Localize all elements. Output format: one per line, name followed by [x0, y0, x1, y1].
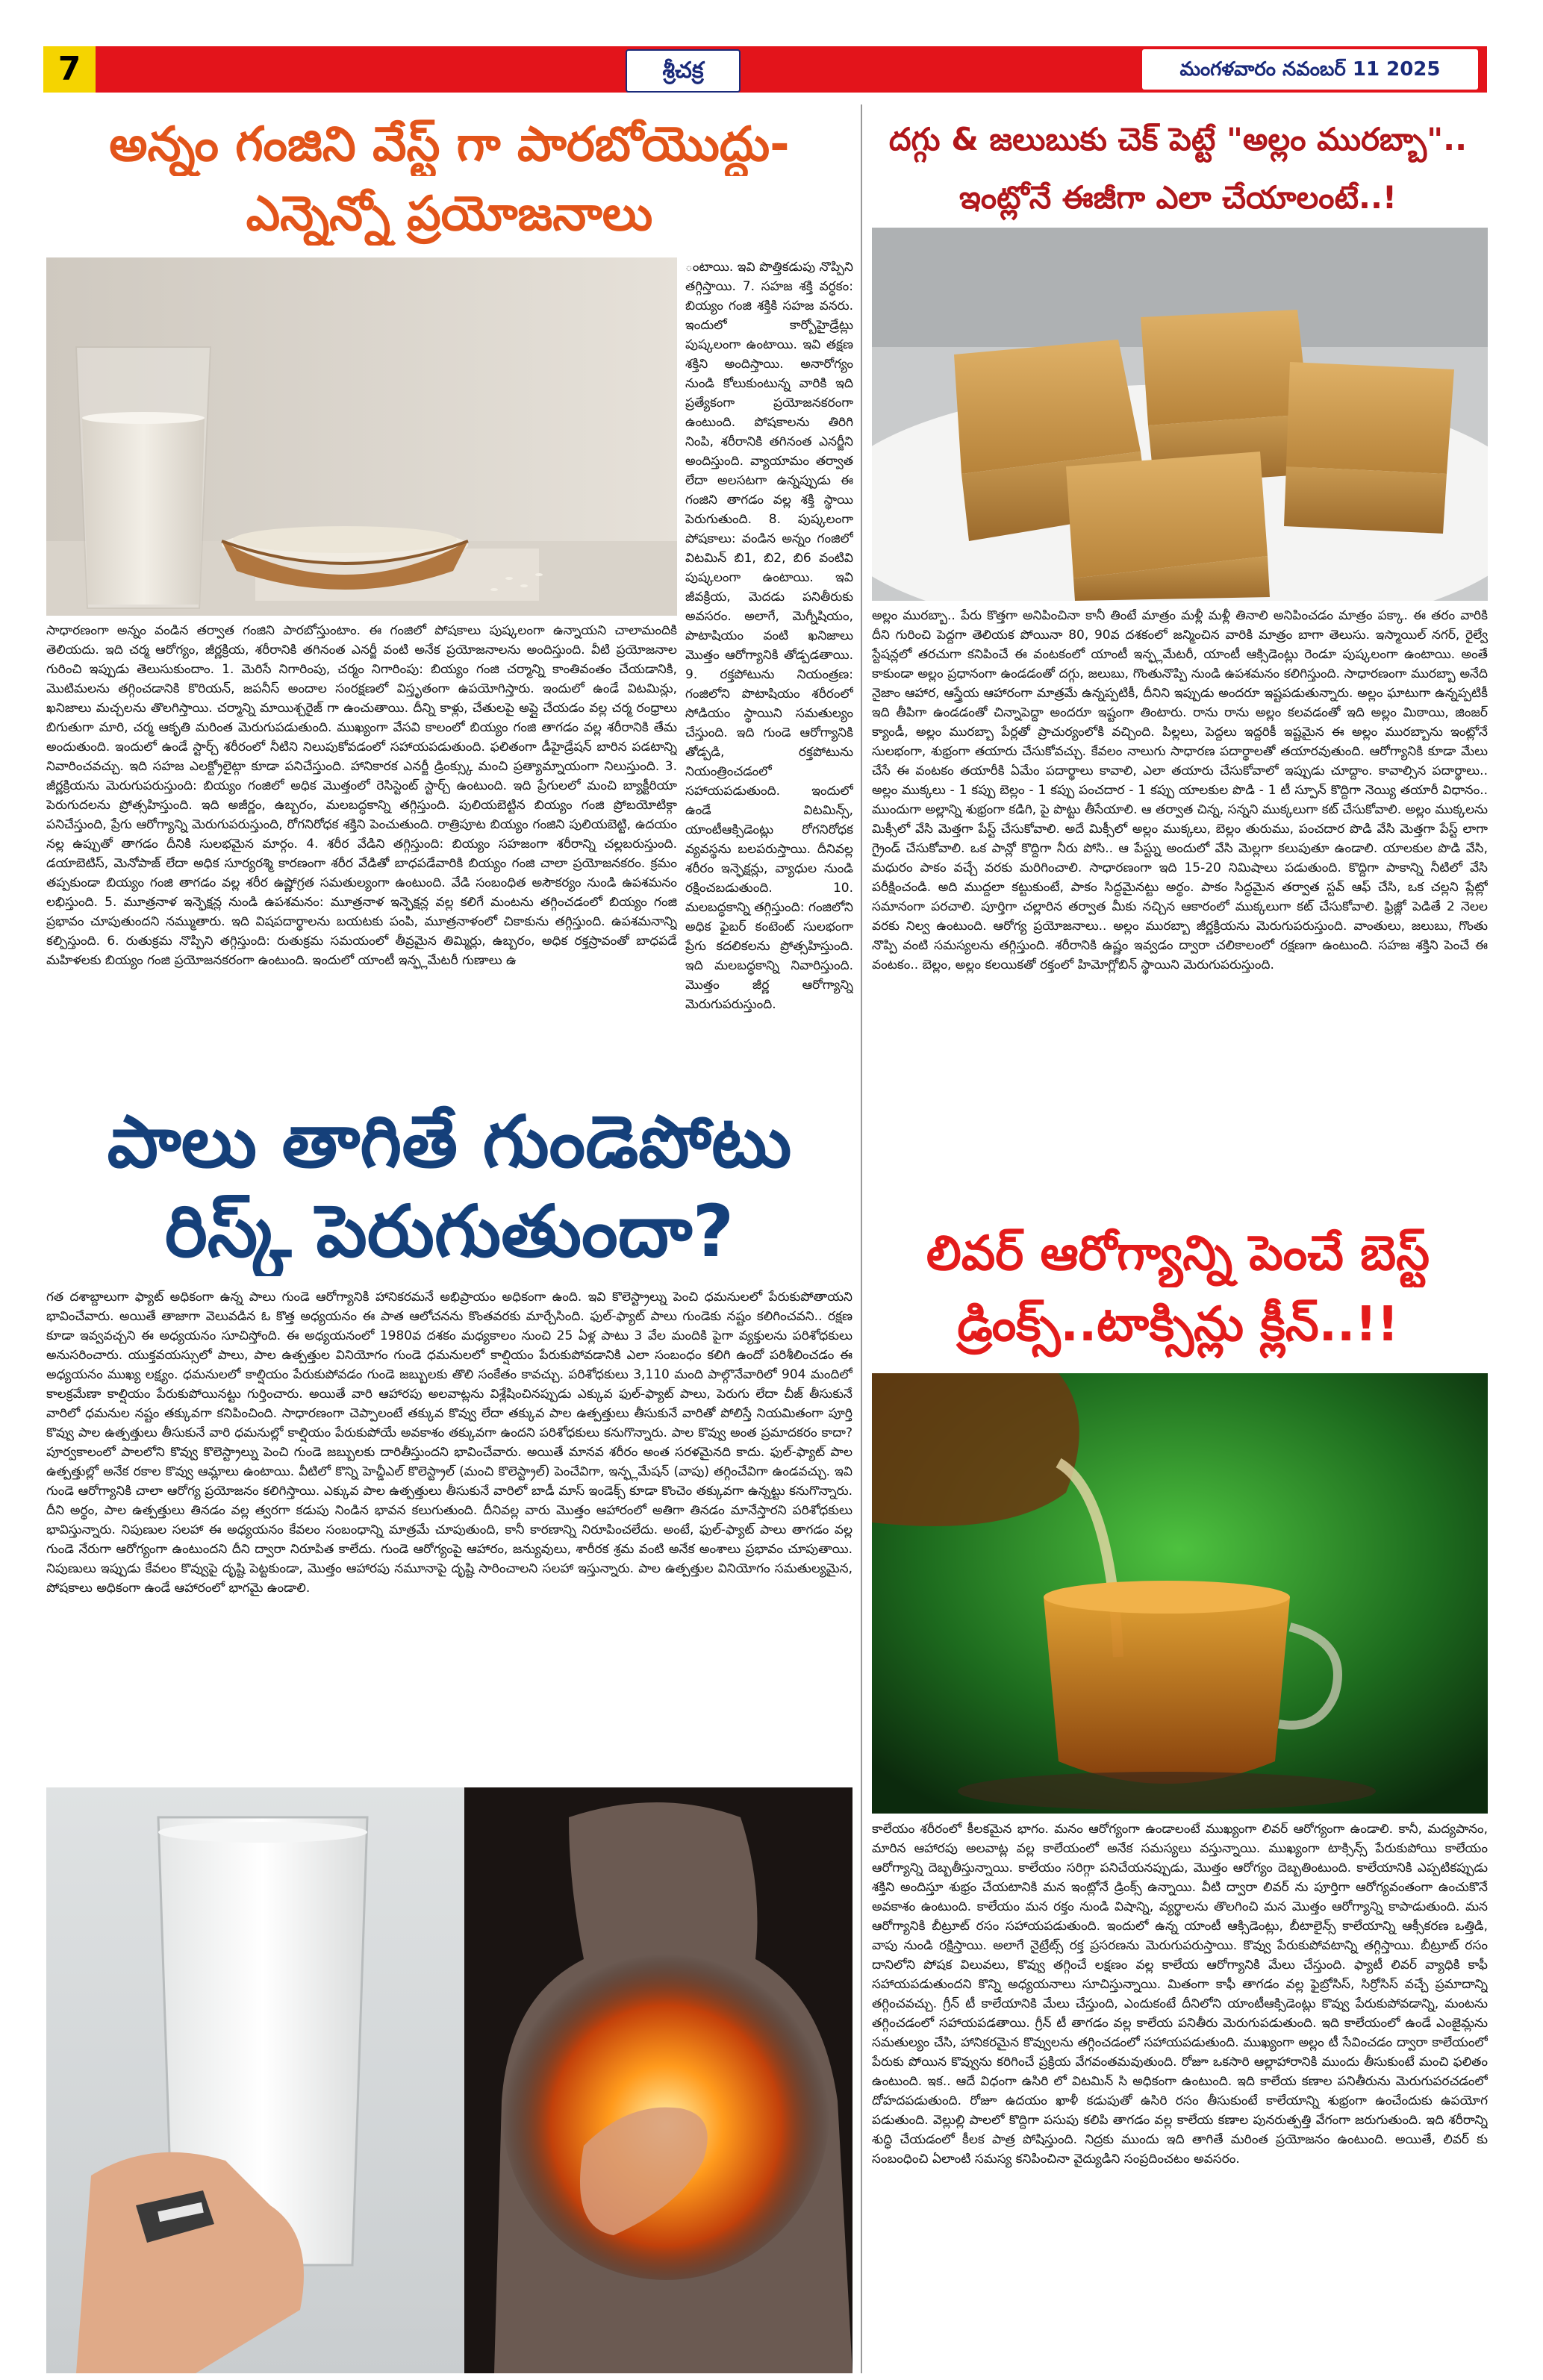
newspaper-logo: శ్రీచక్ర	[626, 49, 741, 93]
rice-water-photo	[46, 257, 677, 616]
article4-headline-line1: లివర్ ఆరోగ్యాన్ని పెంచే బెస్ట్	[926, 1226, 1430, 1281]
article4-headline-line2: డ్రింక్స్..టాక్సిన్లు క్లీన్..!!	[957, 1297, 1399, 1352]
article2-headline-line2: ఇంట్లోనే ఈజీగా ఎలా చేయాలంటే..!	[958, 179, 1397, 216]
article3-body: గత దశాబ్దాలుగా ఫ్యాట్ అధికంగా ఉన్న పాలు గుండె ఆరోగ్యానికి హానికరమనే అభిప్రాయం అధికంగా ఉంది. ఇవి కొలెస్ట్రాల్ను పెంచి ధమనులలో పేరుకుపోతాయని భావించేవారు. అయితే తాజాగా వెలువడిన ఓ కొత్త అధ్యయనం ఈ పాత ఆలోచనను కొంతవరకు మార్చేసింది. ఫుల్-ఫ్యాట్ పాలు గుండెకు నష్టం కలిగించవని.. రక్షణ కూడా ఇవ్వవచ్చని ఈ అధ్యయనం సూచిస్తోంది. ఈ అధ్యయనంలో 1980వ దశకం మధ్యకాలం నుంచి 25 ఏళ్ల పాటు 3 వేల మందికి పైగా వ్యక్తులను పరిశోధకులు అనుసరించారు. యుక్తవయస్సులో పాలు, పాల ఉత్పత్తుల వినియోగం గుండె ధమనులలో కాల్షియం పేరుకుపోవడానికి ఎలా సంబంధం కలిగి ఉందో పరిశీలించడం ఈ అధ్యయనం ముఖ్య లక్ష్యం. ధమనులలో కాల్షియం పేరుకుపోవడం గుండె జబ్బులకు తొలి సంకేతం కావచ్చు. పరిశోధకులు 3,110 మంది పాల్గొనేవారిలో 904 మందిలో కాలక్రమేణా కాల్షియం పేరుకుపోయినట్టు గుర్తించారు. అయితే వారి ఆహారపు అలవాట్లను విశ్లేషించినప్పుడు ఎక్కువ ఫుల్-ఫ్యాట్ పాలు, పెరుగు లేదా చీజ్ తీసుకునే వారిలో ధమనుల నష్టం తక్కువగా కనిపించింది. సాధారణంగా చెప్పాలంటే తక్కువ కొవ్వు లేదా తక్కువ పాల ఉత్పత్తులు తీసుకునే వారితో పోలిస్తే నియమితంగా పూర్తి కొవ్వు పాల ఉత్పత్తులు తీసుకునే వారి ధమనుల్లో కాల్షియం పేరుకుపోయే అవకాశం తక్కువగా ఉందని పరిశోధకులు కనుగొన్నారు. పాల కొవ్వు అంత ప్రమాదకరం కాదా? పూర్వకాలంలో పాలలోని కొవ్వు కొలెస్ట్రాల్ను పెంచి గుండె జబ్బులకు దారితీస్తుందని భావించేవారు. అయితే మానవ శరీరం అంత సరళమైనది కాదు. ఫుల్-ఫ్యాట్ పాల ఉత్పత్తుల్లో అనేక రకాల కొవ్వు ఆమ్లాలు ఉంటాయి. వీటిలో కొన్ని హెచ్డీఎల్ కొలెస్ట్రాల్ (మంచి కొలెస్ట్రాల్) పెంచేవిగా, ఇన్ఫ్లమేషన్ (వాపు) తగ్గించేవిగా ఉండవచ్చు. ఇవి గుండె ఆరోగ్యానికి చాలా ఆరోగ్య ప్రయోజనం కలిగిస్తాయి. ఎక్కువ పాల ఉత్పత్తులు తీసుకునే వారిలో బాడీ మాస్ ఇండెక్స్ కూడా కొంచెం తక్కువగా ఉన్నట్టు కనుగొన్నారు. దీని అర్థం, పాల ఉత్పత్తులు తినడం వల్ల త్వరగా కడుపు నిండిన భావన కలుగుతుంది. దీనివల్ల వారు మొత్తం ఆహారంలో అతిగా తినడం మానేస్తారని పరిశోధకులు భావిస్తున్నారు. నిపుణుల సలహా ఈ అధ్యయనం కేవలం సంబంధాన్ని మాత్రమే చూపుతుంది, కానీ కారణాన్ని నిరూపించలేదు. అంటే, ఫుల్-ఫ్యాట్ పాలు తాగడం వల్ల గుండె నేరుగా ఆరోగ్యంగా ఉంటుందని దీని ద్వారా నిరూపిత కాలేదు. గుండె ఆరోగ్యంపై ఆహారం, జన్యువులు, శారీరక శ్రమ వంటి అనేక అంశాలు ప్రభావం చూపుతాయి. నిపుణులు ఇప్పుడు కేవలం కొవ్వుపై దృష్టి పెట్టకుండా, మొత్తం ఆహారపు నమూనాపై దృష్టి సారించాలని సలహా ఇస్తున్నారు. పాల ఉత్పత్తుల వినియోగం సమతుల్యమైన, పోషకాలు అధికంగా ఉండే ఆహారంలో భాగమై ఉండాలి.	[46, 1290, 852, 1596]
article1-body: సాధారణంగా అన్నం వండిన తర్వాత గంజిని పారబోస్తుంటాం. ఈ గంజిలో పోషకాలు పుష్కలంగా ఉన్నాయని చాలామందికి తెలియదు. ఇది చర్మ ఆరోగ్యం, జీర్ణక్రియ, శరీరానికి తగినంత ఎనర్జీ వంటి అనేక ప్రయోజనాలను అందిస్తుంది. వీటి ప్రయోజనాల గురించి ఇప్పుడు తెలుసుకుందాం. 1. మెరిసే నిగారింపు, చర్మం నిగారింపు: బియ్యం గంజి చర్మాన్ని కాంతివంతం చేయడానికి, మొటిమలను తగ్గించడానికి కొరియన్, జపనీస్ అందాల సంరక్షణలో విస్తృతంగా ఉపయోగిస్తారు. ఇందులో ఉండే విటమిన్లు, ఖనిజాలు మచ్చలను తొలగిస్తాయి. చర్మాన్ని మాయిశ్చరైజ్ గా ఉంచుతాయి. దీన్ని కాళ్లు, చేతులపై అప్లై చేయడం వల్ల చర్మ రంధ్రాలు బిగుతుగా మారి, చర్మ ఆకృతి మరింత మెరుగుపడుతుంది. ముఖ్యంగా వేసవి కాలంలో బియ్యం గంజి తాగడం వల్ల శరీరానికి తేమ అందుతుంది. ఇందులో ఉండే స్టార్చ్ శరీరంలో నీటిని నిలుపుకోవడంలో సహాయపడుతుంది. ఫలితంగా డీహైడ్రేషన్ బారిన పడటాన్ని నివారించవచ్చు. ఇది సహజ ఎలక్ట్రోలైట్గా కూడా పనిచేస్తుంది. హానికారక ఎనర్జీ డ్రింక్స్కు మంచి ప్రత్యామ్నాయంగా నిలుస్తుంది. 3. జీర్ణక్రియను మెరుగుపరుస్తుంది: బియ్యం గంజిలో అధిక మొత్తంలో రెసిస్టెంట్ స్టార్చ్ ఉంటుంది. ఇది ప్రేగులలో మంచి బ్యాక్టీరియా పెరుగుదలను ప్రోత్సహిస్తుంది. ఇది అజీర్ణం, ఉబ్బరం, మలబద్ధకాన్ని తగ్గిస్తుంది. పులియబెట్టిన బియ్యం గంజి ప్రోబయోటిక్గా పనిచేస్తుంది, ప్రేగు ఆరోగ్యాన్ని మెరుగుపరుస్తుంది, రోగనిరోధక శక్తిని పెంచుతుంది. రాత్రిపూట బియ్యం గంజిని పులియబెట్టి, ఉదయం నల్ల ఉప్పుతో తాగడం దీనికి సులభమైన మార్గం. 4. శరీర వేడిని తగ్గిస్తుంది: బియ్యం సహజంగా శరీరాన్ని చల్లబరుస్తుంది. డయాబెటిస్, మెనోపాజ్ లేదా అధిక సూర్యరశ్మి కారణంగా శరీర వేడితో బాధపడేవారికి బియ్యం గంజి చాలా ప్రయోజనకరం. క్రమం తప్పకుండా బియ్యం గంజి తాగడం వల్ల శరీర ఉష్ణోగ్రత సమతుల్యంగా ఉంటుంది. వేడి సంబంధిత అసౌకర్యం నుండి ఉపశమనం లభిస్తుంది. 5. మూత్రనాళ ఇన్ఫెక్షన్ల నుండి ఉపశమనం: మూత్రనాళ ఇన్ఫెక్షన్ల వల్ల కలిగే మంటను తగ్గించడంలో బియ్యం గంజి ప్రభావం చూపుతుందని నమ్ముతారు. ఇది విషపదార్థాలను బయటకు పంపి, మూత్రనాళంలో చికాకును తగ్గిస్తుంది. ఉపశమనాన్ని కల్పిస్తుంది. 6. రుతుక్రమ నొప్పిని తగ్గిస్తుంది: రుతుక్రమ సమయంలో తీవ్రమైన తిమ్మిర్లు, ఉబ్బరం, అధిక రక్తస్రావంతో బాధపడే మహిళలకు బియ్యం గంజి ప్రయోజనకరంగా ఉంటుంది. ఇందులో యాంటీ ఇన్ఫ్లమేటరీ గుణాలు ఉ	[46, 623, 677, 968]
column-divider	[861, 104, 862, 2373]
article2-headline-line1: దగ్గు & జలుబుకు చెక్ పెట్టే "అల్లం మురబ్బా"..	[888, 121, 1468, 157]
article3-headline-line2: రిస్క్ పెరుగుతుందా?	[164, 1190, 735, 1273]
article3-headline-line1: పాలు తాగితే గుండెపోటు	[107, 1100, 792, 1184]
dateline: మంగళవారం నవంబర్ 11 2025	[1142, 49, 1478, 90]
article1-headline-line2: ఎన్నెన్నో ప్రయోజనాలు	[246, 187, 653, 242]
article2-body: అల్లం మురబ్బా.. పేరు కొత్తగా అనిపించినా కానీ తింటే మాత్రం మళ్లీ మళ్లీ తినాలి అనిపించడం మాత్రం పక్కా. ఈ తరం వారికి దీని గురించి పెద్దగా తెలియక పోయినా 80, 90వ దశకంలో జన్మించిన వారికి మాత్రం బాగా తెలుసు. ఇస్మాయిల్ నగర్, రైల్వే స్టేషన్లలో తరచుగా కనిపించే ఈ వంటకంలో యాంటీ ఇన్ఫ్లమేటరీ, యాంటీ ఆక్సిడెంట్లు రెండూ పుష్కలంగా ఉంటాయి. అంతే కాకుండా అల్లం ప్రధానంగా ఉండడంతో దగ్గు, జలుబు, గొంతునొప్పి నుండి ఉపశమనం కలిగిస్తుంది. సాధారణంగా మురబ్బా అనేది నైజాం ఆహార, ఆస్త్రేయ ఆహారంగా మాత్రమే ఉన్నప్పటికీ, దీనిని ఇప్పుడు అందరూ ఇష్టపడుతున్నారు. అల్లం ఘాటుగా ఉన్నప్పటికీ ఇది తీపిగా ఉండడంతో చిన్నాపెద్దా అందరూ ఇష్టంగా తింటారు. రాను రాను అల్లం కలవడంతో ఇది అల్లం మిఠాయి, జింజర్ క్యాండీ, అల్లం మురబ్బా పేర్లతో ప్రాచుర్యంలోకి వచ్చింది. పిల్లలు, పెద్దలు ఇద్దరికీ ఇష్టమైన ఈ అల్లం మురబ్బాను ఇంట్లోనే సులభంగా, శుభ్రంగా తయారు చేసుకోవచ్చు. కేవలం నాలుగు సాధారణ పదార్థాలతో తయారవుతుంది. ఆరోగ్యానికి కూడా మేలు చేసే ఈ వంటకం తయారీకి ఏమేం పదార్థాలు కావాలి, ఎలా తయారు చేసుకోవాలో ఇప్పుడు చూద్దాం. కావాల్సిన పదార్థాలు.. అల్లం ముక్కలు - 1 కప్పు బెల్లం - 1 కప్పు పంచదార - 1 కప్పు యాలకుల పొడి - 1 టీ స్పూన్ కొద్దిగా నెయ్యి తయారీ విధానం.. ముందుగా అల్లాన్ని శుభ్రంగా కడిగి, పై పొట్టు తీసేయాలి. ఆ తర్వాత చిన్న, సన్నని ముక్కలుగా కట్ చేసుకోవాలి. అల్లం ముక్కలను మిక్సీలో వేసి మెత్తగా పేస్ట్ చేసుకోవాలి. అదే మిక్సీలో అల్లం ముక్కలు, బెల్లం తురుము, పంచదార పొడి వేసి మెత్తగా పేస్ట్ లాగా గ్రైండ్ చేసుకోవాలి. ఒక పాన్లో కొద్దిగా నీరు పోసి.. ఆ పేస్ట్ను అందులో వేసి మెల్లగా కలుపుతూ ఉండాలి. యాలకుల పొడి వేసి, మధురం పాకం వచ్చే వరకు మరిగించాలి. సాధారణంగా ఇది 15-20 నిమిషాలు పడుతుంది. కొద్దిగా పాకాన్ని నీటిలో వేసి పరీక్షించండి. అది ముద్దలా కట్టుకుంటే, పాకం సిద్ధమైనట్టు అర్థం. పాకం సిద్ధమైన తర్వాత స్టవ్ ఆఫ్ చేసి, ఒక చల్లని ప్లేట్లో సమానంగా పరచాలి. పూర్తిగా చల్లారిన తర్వాత మీకు నచ్చిన ఆకారంలో ముక్కలుగా కట్ చేసుకోవాలి. ఫ్రిజ్లో పెడితే 2 నెలల వరకు నిల్వ ఉంటుంది. ఆరోగ్య ప్రయోజనాలు.. అల్లం మురబ్బా జీర్ణక్రియను మెరుగుపరుస్తుంది. వాంతులు, జలుబు, గొంతు నొప్పి వంటి సమస్యలను తగ్గిస్తుంది. శరీరానికి ఉష్ణం ఇవ్వడం ద్వారా చలికాలంలో రక్షణగా ఉంటుంది. సహజ శక్తిని పెంచే ఈ వంటకం.. బెల్లం, అల్లం కలయికతో రక్తంలో హిమోగ్లోబిన్ స్థాయిని మెరుగుపరుస్తుంది.	[872, 608, 1488, 972]
article1-side-column: ంటాయి. ఇవి పొత్తికడుపు నొప్పిని తగ్గిస్తాయి. 7. సహజ శక్తి వర్ధకం: బియ్యం గంజి శక్తికి సహజ వనరు. ఇందులో కార్బోహైడ్రేట్లు పుష్కలంగా ఉంటాయి. ఇవి తక్షణ శక్తిని అందిస్తాయి. అనారోగ్యం నుండి కోలుకుంటున్న వారికి ఇది ప్రత్యేకంగా ప్రయోజనకరంగా ఉంటుంది. పోషకాలను తిరిగి నింపి, శరీరానికి తగినంత ఎనర్జీని అందిస్తుంది. వ్యాయామం తర్వాత లేదా అలసటగా ఉన్నప్పుడు ఈ గంజిని తాగడం వల్ల శక్తి స్థాయి పెరుగుతుంది. 8. పుష్కలంగా పోషకాలు: వండిన అన్నం గంజిలో విటమిన్ బి1, బి2, బి6 వంటివి పుష్కలంగా ఉంటాయి. ఇవి జీవక్రియ, మెదడు పనితీరుకు అవసరం. అలాగే, మెగ్నీషియం, పొటాషియం వంటి ఖనిజాలు మొత్తం ఆరోగ్యానికి తోడ్పడతాయి. 9. రక్తపోటును నియంత్రణ: గంజిలోని పొటాషియం శరీరంలో సోడియం స్థాయిని సమతుల్యం చేస్తుంది. ఇది గుండె ఆరోగ్యానికి తోడ్పడి, రక్తపోటును నియంత్రించడంలో సహాయపడుతుంది. ఇందులో ఉండే విటమిన్స్, యాంటీఆక్సిడెంట్లు రోగనిరోధక వ్యవస్థను బలపరుస్తాయి. దీనివల్ల శరీరం ఇన్ఫెక్షన్లు, వ్యాధుల నుండి రక్షించబడుతుంది. 10. మలబద్ధకాన్ని తగ్గిస్తుంది: గంజిలోని అధిక ఫైబర్ కంటెంట్ సులభంగా ప్రేగు కదలికలను ప్రోత్సహిస్తుంది. ఇది మలబద్ధకాన్ని నివారిస్తుంది. మొత్తం జీర్ణ ఆరోగ్యాన్ని మెరుగుపరుస్తుంది.	[685, 260, 853, 1012]
ginger-murabba-photo	[872, 228, 1488, 601]
article4-body: కాలేయం శరీరంలో కీలకమైన భాగం. మనం ఆరోగ్యంగా ఉండాలంటే ముఖ్యంగా లివర్ ఆరోగ్యంగా ఉండాలి. కానీ, మద్యపానం, మారిన ఆహారపు అలవాట్ల వల్ల కాలేయంలో అనేక సమస్యలు వస్తున్నాయి. ముఖ్యంగా టాక్సిన్స్ పేరుకుపోయి కాలేయం ఆరోగ్యాన్ని దెబ్బతీస్తున్నాయి. కాలేయం సరిగ్గా పనిచేయనప్పుడు, మొత్తం ఆరోగ్యం దెబ్బతింటుంది. కాలేయానికి ఎప్పటికప్పుడు శక్తిని అందిస్తూ శుభ్రం చేయటానికి మన ఇంట్లోనే డ్రింక్స్ ఉన్నాయి. వీటి ద్వారా లివర్ ను పూర్తిగా ఆరోగ్యవంతంగా ఉంచుకొనే అవకాశం ఉంటుంది. కాలేయం మన రక్తం నుండి విషాన్ని, వ్యర్థాలను తొలగించి మన మొత్తం ఆరోగ్యాన్ని కాపాడుతుంది. మన ఆరోగ్యానికి బీట్రూట్ రసం సహాయపడుతుంది. ఇందులో ఉన్న యాంటీ ఆక్సిడెంట్లు, బీటాలైన్స్ కాలేయాన్ని ఆక్సీకరణ ఒత్తిడి, వాపు నుండి రక్షిస్తాయి. అలాగే నైట్రేట్స్ రక్త ప్రసరణను మెరుగుపరుస్తాయి. కొవ్వు పేరుకుపోవటాన్ని తగ్గిస్తాయి. బీట్రూట్ రసం దానిలోని పోషక విలువలు, కొవ్వు తగ్గించే లక్షణం వల్ల కాలేయ ఆరోగ్యానికి మేలు చేస్తుంది. ఫ్యాటీ లివర్ వ్యాధికి కాఫీ సహాయపడుతుందని కొన్ని అధ్యయనాలు సూచిస్తున్నాయి. మితంగా కాఫీ తాగడం వల్ల ఫైబ్రోసిస్, సిర్రోసిస్ వచ్చే ప్రమాదాన్ని తగ్గించవచ్చు. గ్రీన్ టీ కాలేయానికి మేలు చేస్తుంది, ఎందుకంటే దీనిలోని యాంటీఆక్సిడెంట్లు కొవ్వు పేరుకుపోవడాన్ని, మంటను తగ్గించడంలో సహాయపడతాయి. గ్రీన్ టీ తాగడం వల్ల కాలేయ పనితీరు మెరుగుపడుతుంది. ఇది కాలేయంలో ఉండే ఎంజైమ్లను సమతుల్యం చేసి, హానికరమైన కొవ్వులను తగ్గించడంలో సహాయపడుతుంది. ముఖ్యంగా అల్లం టీ సేవించడం ద్వారా కాలేయంలో పేరుకు పోయిన కొవ్వును కరిగించే ప్రక్రియ వేగవంతమవుతుంది. రోజూ ఒకసారి ఆల్లాహారానికి ముందు తీసుకుంటే మంచి ఫలితం ఉంటుంది. ఇక.. ఆదే విధంగా ఉసిరి లో విటమిన్ సి అధికంగా ఉంటుంది. ఇది కాలేయ కణాల పనితీరును మెరుగుపరచడంలో దోహదపడుతుంది. రోజూ ఉదయం ఖాళీ కడుపుతో ఉసిరి రసం తీసుకుంటే కాలేయాన్ని శుభ్రంగా ఉంచేందుకు ఉపయోగ పడుతుంది. వెల్లుల్లి పాలలో కొద్దిగా పసుపు కలిపి తాగడం వల్ల కాలేయ కణాల పునరుత్పత్తి వేగంగా జరుగుతుంది. ఇది శరీరాన్ని శుద్ధి చేయడంలో కీలక పాత్ర పోషిస్తుంది. నిద్రకు ముందు ఇది తాగితే మరింత ప్రయోజనం ఉంటుంది. అయితే, లివర్ కు సంబంధించి ఏలాంటి సమస్య కనిపించినా వైద్యుడిని సంప్రదించటం అవసరం.	[872, 1822, 1488, 2167]
page-number: 7	[43, 46, 96, 93]
milk-heart-photo	[46, 1787, 852, 2373]
article1-headline-line1: అన్నం గంజిని వేస్ట్ గా పారబోయొద్దు-	[109, 117, 790, 172]
herbal-tea-photo	[872, 1373, 1488, 1814]
